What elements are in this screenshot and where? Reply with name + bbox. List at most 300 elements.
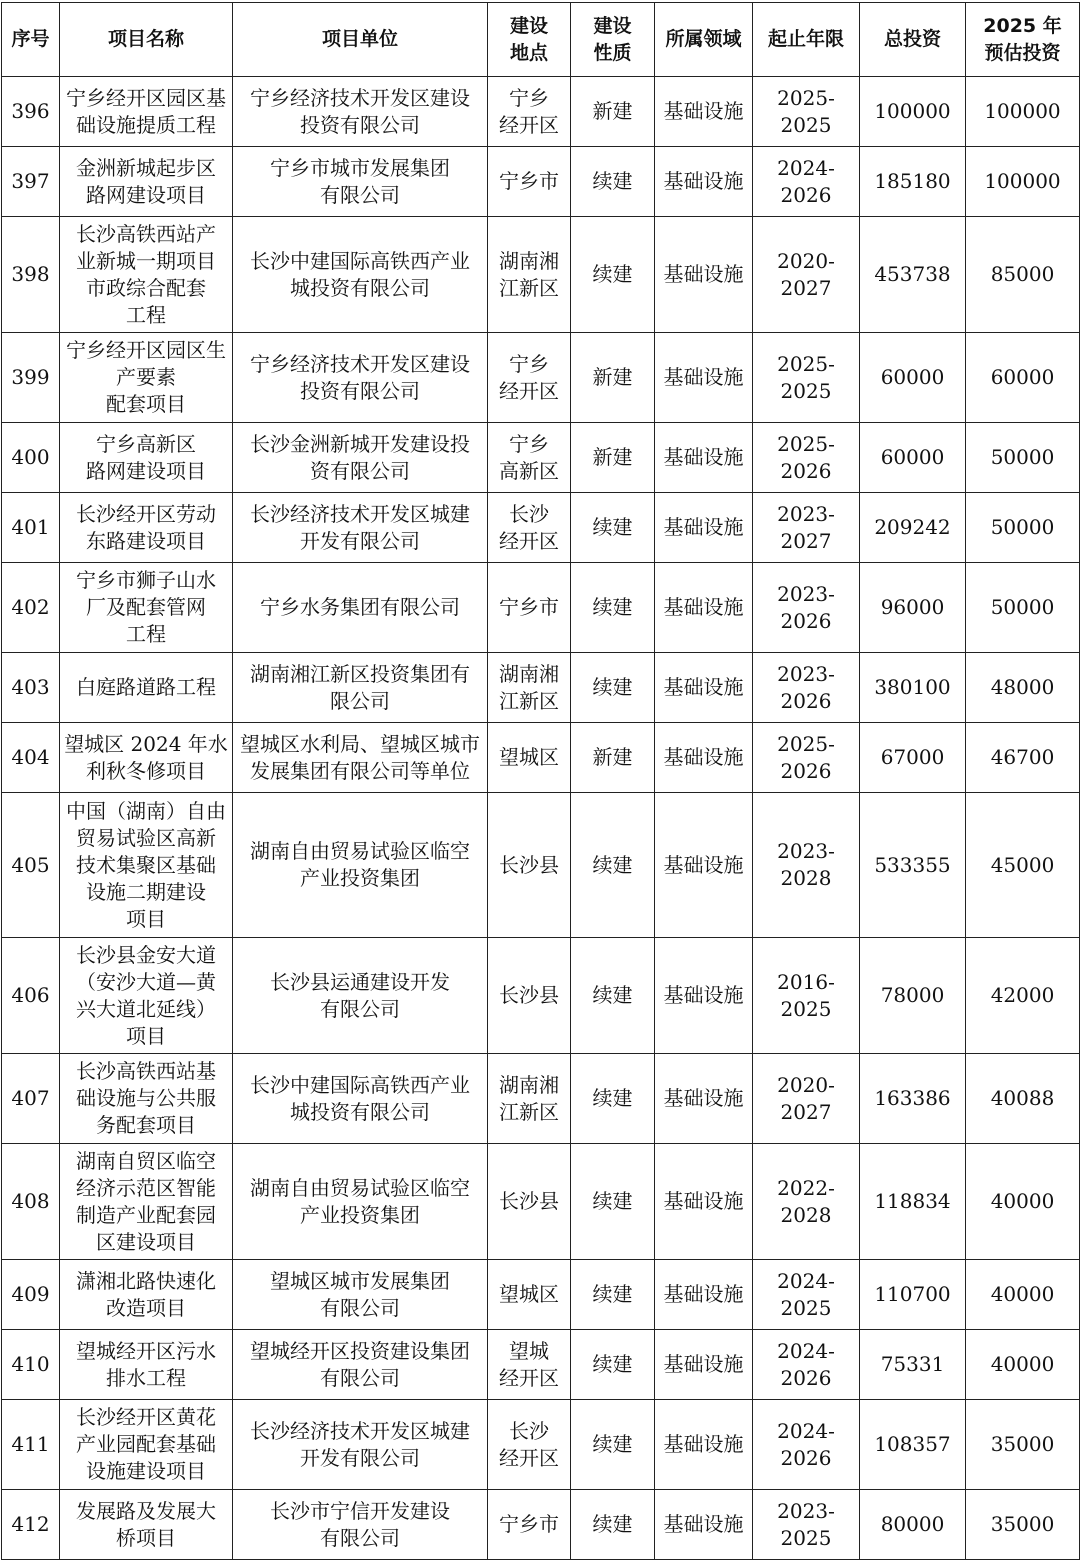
cell-total-investment-text: 108357 bbox=[874, 1432, 951, 1456]
cell-field-text: 基础设施 bbox=[663, 1086, 744, 1110]
cell-project-unit-text: 望城经开区投资建设集团 有限公司 bbox=[250, 1338, 470, 1390]
cell-2025-estimate bbox=[966, 1400, 1080, 1490]
cell-location bbox=[488, 1490, 571, 1560]
cell-seq-text: 396 bbox=[11, 99, 50, 123]
cell-nature-text: 续建 bbox=[592, 1189, 633, 1213]
cell-nature-text: 续建 bbox=[592, 262, 633, 286]
cell-2025-estimate bbox=[966, 1054, 1080, 1144]
cell-nature bbox=[571, 563, 655, 653]
table-row bbox=[2, 1400, 1080, 1490]
cell-project-name-text: 长沙经开区劳动 东路建设项目 bbox=[76, 501, 216, 553]
cell-period bbox=[753, 77, 860, 147]
cell-2025-estimate bbox=[966, 493, 1080, 563]
cell-field-text: 基础设施 bbox=[663, 1512, 744, 1536]
cell-field bbox=[655, 653, 753, 723]
cell-period-text: 2020-2027 bbox=[777, 1072, 835, 1124]
cell-2025-estimate-text: 35000 bbox=[990, 1432, 1055, 1456]
cell-location bbox=[488, 333, 571, 423]
cell-seq-text: 407 bbox=[11, 1086, 50, 1110]
cell-project-unit bbox=[233, 423, 488, 493]
cell-field bbox=[655, 1400, 753, 1490]
cell-period-text: 2025-2025 bbox=[777, 351, 835, 403]
cell-location bbox=[488, 1144, 571, 1260]
cell-seq bbox=[2, 423, 60, 493]
cell-project-name-text: 白庭路道路工程 bbox=[76, 675, 216, 699]
table-row bbox=[2, 723, 1080, 793]
cell-period-text: 2023-2026 bbox=[777, 581, 835, 633]
cell-seq bbox=[2, 1400, 60, 1490]
cell-project-unit-text: 望城区城市发展集团 有限公司 bbox=[270, 1268, 450, 1320]
cell-total-investment-text: 209242 bbox=[874, 515, 951, 539]
cell-2025-estimate bbox=[966, 723, 1080, 793]
cell-project-name bbox=[60, 1144, 233, 1260]
cell-location bbox=[488, 938, 571, 1054]
cell-seq-text: 397 bbox=[11, 169, 50, 193]
cell-project-unit bbox=[233, 563, 488, 653]
cell-period-text: 2023-2027 bbox=[777, 501, 835, 553]
cell-period bbox=[753, 563, 860, 653]
cell-nature-text: 续建 bbox=[592, 1432, 633, 1456]
cell-project-unit-text: 长沙经济技术开发区城建 开发有限公司 bbox=[250, 501, 470, 553]
cell-seq bbox=[2, 723, 60, 793]
cell-nature-text: 续建 bbox=[592, 595, 633, 619]
cell-location-text: 宁乡市 bbox=[499, 1512, 559, 1536]
cell-location bbox=[488, 793, 571, 938]
cell-2025-estimate bbox=[966, 147, 1080, 217]
header-field bbox=[655, 3, 753, 77]
cell-location bbox=[488, 563, 571, 653]
cell-project-unit bbox=[233, 793, 488, 938]
cell-location-text: 湖南湘 江新区 bbox=[499, 1072, 559, 1124]
cell-2025-estimate-text: 40000 bbox=[990, 1352, 1055, 1376]
cell-period bbox=[753, 1144, 860, 1260]
table-row bbox=[2, 1054, 1080, 1144]
cell-nature bbox=[571, 938, 655, 1054]
cell-total-investment-text: 80000 bbox=[880, 1512, 945, 1536]
cell-nature-text: 续建 bbox=[592, 169, 633, 193]
cell-project-unit bbox=[233, 333, 488, 423]
cell-2025-estimate bbox=[966, 793, 1080, 938]
cell-total-investment bbox=[860, 333, 966, 423]
cell-field bbox=[655, 938, 753, 1054]
header-seq-label: 序号 bbox=[11, 28, 50, 50]
cell-project-unit bbox=[233, 217, 488, 333]
cell-total-investment-text: 380100 bbox=[874, 675, 951, 699]
cell-project-unit bbox=[233, 1054, 488, 1144]
cell-period bbox=[753, 723, 860, 793]
table-row bbox=[2, 1490, 1080, 1560]
cell-total-investment bbox=[860, 77, 966, 147]
header-location-label: 建设 地点 bbox=[509, 14, 548, 64]
cell-seq bbox=[2, 653, 60, 723]
cell-project-unit-text: 宁乡市城市发展集团 有限公司 bbox=[270, 155, 450, 207]
cell-project-unit-text: 湖南自由贸易试验区临空 产业投资集团 bbox=[250, 839, 470, 890]
cell-project-unit-text: 湖南湘江新区投资集团有 限公司 bbox=[250, 661, 470, 713]
cell-field-text: 基础设施 bbox=[663, 595, 744, 619]
cell-field bbox=[655, 563, 753, 653]
table-row bbox=[2, 1330, 1080, 1400]
cell-project-name bbox=[60, 723, 233, 793]
cell-project-unit-text: 宁乡经济技术开发区建设 投资有限公司 bbox=[250, 85, 470, 137]
cell-total-investment-text: 453738 bbox=[874, 262, 951, 286]
cell-period bbox=[753, 653, 860, 723]
cell-nature bbox=[571, 1400, 655, 1490]
cell-nature-text: 续建 bbox=[592, 515, 633, 539]
cell-project-name-text: 中国（湖南）自由 贸易试验区高新 技术集聚区基础 设施二期建设 项目 bbox=[66, 798, 226, 931]
cell-seq bbox=[2, 1260, 60, 1330]
cell-total-investment bbox=[860, 653, 966, 723]
cell-field-text: 基础设施 bbox=[663, 1189, 744, 1213]
cell-nature-text: 续建 bbox=[592, 852, 633, 877]
cell-location bbox=[488, 1400, 571, 1490]
cell-field bbox=[655, 1330, 753, 1400]
table-row bbox=[2, 493, 1080, 563]
cell-total-investment-text: 75331 bbox=[880, 1352, 945, 1376]
cell-project-name bbox=[60, 1490, 233, 1560]
cell-location bbox=[488, 423, 571, 493]
cell-nature-text: 续建 bbox=[592, 675, 633, 699]
cell-project-name bbox=[60, 333, 233, 423]
cell-2025-estimate bbox=[966, 1490, 1080, 1560]
cell-seq-text: 405 bbox=[11, 852, 50, 877]
cell-total-investment bbox=[860, 1400, 966, 1490]
cell-2025-estimate-text: 45000 bbox=[990, 852, 1055, 877]
table-row bbox=[2, 653, 1080, 723]
cell-period-text: 2025-2026 bbox=[777, 731, 835, 783]
cell-project-unit-text: 宁乡经济技术开发区建设 投资有限公司 bbox=[250, 351, 470, 403]
cell-seq bbox=[2, 793, 60, 938]
cell-field-text: 基础设施 bbox=[663, 1282, 744, 1306]
cell-nature-text: 新建 bbox=[592, 99, 633, 123]
cell-nature bbox=[571, 217, 655, 333]
cell-field bbox=[655, 147, 753, 217]
header-project-unit-label: 项目单位 bbox=[321, 28, 398, 50]
cell-seq-text: 411 bbox=[11, 1432, 50, 1456]
cell-field-text: 基础设施 bbox=[663, 1352, 744, 1376]
cell-period-text: 2024-2026 bbox=[777, 155, 835, 207]
cell-project-name bbox=[60, 938, 233, 1054]
cell-location-text: 长沙 经开区 bbox=[499, 501, 559, 553]
cell-total-investment-text: 78000 bbox=[880, 983, 945, 1007]
cell-project-name-text: 宁乡高新区 路网建设项目 bbox=[86, 431, 206, 483]
header-nature bbox=[571, 3, 655, 77]
cell-2025-estimate bbox=[966, 653, 1080, 723]
cell-project-name bbox=[60, 563, 233, 653]
cell-project-name-text: 长沙经开区黄花 产业园配套基础 设施建设项目 bbox=[76, 1405, 216, 1483]
cell-total-investment-text: 60000 bbox=[880, 445, 945, 469]
cell-location-text: 望城 经开区 bbox=[499, 1338, 559, 1390]
cell-project-name-text: 长沙高铁西站基 础设施与公共服 务配套项目 bbox=[76, 1059, 216, 1137]
cell-nature bbox=[571, 793, 655, 938]
cell-project-name-text: 宁乡经开区园区基 础设施提质工程 bbox=[66, 85, 226, 137]
cell-location-text: 宁乡 经开区 bbox=[499, 351, 559, 403]
cell-project-name bbox=[60, 1260, 233, 1330]
cell-seq bbox=[2, 77, 60, 147]
cell-total-investment-text: 96000 bbox=[880, 595, 945, 619]
cell-period-text: 2023-2028 bbox=[777, 839, 835, 890]
cell-nature-text: 续建 bbox=[592, 1282, 633, 1306]
cell-project-unit bbox=[233, 938, 488, 1054]
cell-location-text: 长沙 经开区 bbox=[499, 1418, 559, 1470]
cell-2025-estimate bbox=[966, 563, 1080, 653]
cell-total-investment bbox=[860, 1490, 966, 1560]
cell-location-text: 长沙县 bbox=[499, 852, 559, 877]
cell-period bbox=[753, 1054, 860, 1144]
cell-seq bbox=[2, 563, 60, 653]
cell-seq-text: 402 bbox=[11, 595, 50, 619]
cell-total-investment bbox=[860, 563, 966, 653]
cell-project-name bbox=[60, 1330, 233, 1400]
header-project-unit bbox=[233, 3, 488, 77]
cell-2025-estimate-text: 40088 bbox=[990, 1086, 1055, 1110]
cell-location-text: 宁乡市 bbox=[499, 595, 559, 619]
table-row bbox=[2, 333, 1080, 423]
cell-project-name bbox=[60, 1054, 233, 1144]
cell-project-unit bbox=[233, 1144, 488, 1260]
cell-total-investment bbox=[860, 1260, 966, 1330]
cell-project-unit-text: 长沙中建国际高铁西产业 城投资有限公司 bbox=[250, 248, 470, 300]
cell-nature bbox=[571, 423, 655, 493]
cell-location bbox=[488, 653, 571, 723]
cell-period bbox=[753, 217, 860, 333]
cell-seq bbox=[2, 1054, 60, 1144]
cell-nature bbox=[571, 77, 655, 147]
cell-period bbox=[753, 1260, 860, 1330]
cell-field bbox=[655, 423, 753, 493]
cell-total-investment bbox=[860, 938, 966, 1054]
cell-2025-estimate-text: 42000 bbox=[990, 983, 1055, 1007]
cell-2025-estimate-text: 100000 bbox=[984, 99, 1061, 123]
cell-nature bbox=[571, 333, 655, 423]
cell-project-name-text: 长沙高铁西站产 业新城一期项目 市政综合配套 工程 bbox=[76, 221, 216, 327]
cell-project-unit-text: 湖南自由贸易试验区临空 产业投资集团 bbox=[250, 1175, 470, 1227]
cell-total-investment-text: 100000 bbox=[874, 99, 951, 123]
cell-period bbox=[753, 1400, 860, 1490]
cell-field bbox=[655, 1260, 753, 1330]
cell-total-investment bbox=[860, 493, 966, 563]
cell-nature bbox=[571, 723, 655, 793]
cell-project-unit bbox=[233, 77, 488, 147]
cell-2025-estimate-text: 40000 bbox=[990, 1282, 1055, 1306]
header-2025-estimate-label: 2025 年 预估投资 bbox=[983, 14, 1062, 64]
cell-location bbox=[488, 1054, 571, 1144]
table-row bbox=[2, 1144, 1080, 1260]
cell-nature-text: 续建 bbox=[592, 1352, 633, 1376]
cell-seq bbox=[2, 1330, 60, 1400]
cell-total-investment bbox=[860, 1330, 966, 1400]
cell-seq bbox=[2, 493, 60, 563]
cell-seq bbox=[2, 217, 60, 333]
cell-project-unit bbox=[233, 1400, 488, 1490]
cell-seq-text: 409 bbox=[11, 1282, 50, 1306]
cell-total-investment bbox=[860, 723, 966, 793]
cell-nature-text: 新建 bbox=[592, 745, 633, 769]
cell-project-unit-text: 望城区水利局、望城区城市 发展集团有限公司等单位 bbox=[240, 731, 480, 783]
cell-seq-text: 404 bbox=[11, 745, 50, 769]
cell-project-name-text: 望城区 2024 年水 利秋冬修项目 bbox=[64, 731, 228, 783]
table-row bbox=[2, 77, 1080, 147]
header-field-label: 所属领域 bbox=[665, 28, 742, 50]
cell-nature bbox=[571, 1490, 655, 1560]
cell-location-text: 宁乡 经开区 bbox=[499, 85, 559, 137]
cell-total-investment-text: 60000 bbox=[880, 365, 945, 389]
cell-location-text: 长沙县 bbox=[499, 983, 559, 1007]
cell-field bbox=[655, 1490, 753, 1560]
cell-project-name bbox=[60, 147, 233, 217]
cell-project-unit bbox=[233, 1330, 488, 1400]
cell-location-text: 宁乡市 bbox=[499, 169, 559, 193]
cell-field-text: 基础设施 bbox=[663, 262, 744, 286]
cell-total-investment-text: 110700 bbox=[874, 1282, 951, 1306]
cell-period-text: 2022-2028 bbox=[777, 1175, 835, 1227]
cell-field-text: 基础设施 bbox=[663, 169, 744, 193]
cell-field-text: 基础设施 bbox=[663, 852, 744, 877]
cell-location-text: 湖南湘 江新区 bbox=[499, 248, 559, 300]
cell-field-text: 基础设施 bbox=[663, 99, 744, 123]
cell-field bbox=[655, 1144, 753, 1260]
cell-location-text: 长沙县 bbox=[499, 1189, 559, 1213]
cell-nature bbox=[571, 147, 655, 217]
cell-seq-text: 412 bbox=[11, 1512, 50, 1536]
header-period-label: 起止年限 bbox=[767, 28, 844, 50]
cell-location bbox=[488, 217, 571, 333]
table-header-row bbox=[2, 3, 1080, 77]
cell-project-name-text: 湖南自贸区临空 经济示范区智能 制造产业配套园 区建设项目 bbox=[76, 1148, 216, 1254]
table-row bbox=[2, 793, 1080, 938]
cell-project-unit bbox=[233, 493, 488, 563]
cell-nature-text: 新建 bbox=[592, 365, 633, 389]
cell-field bbox=[655, 793, 753, 938]
header-project-name bbox=[60, 3, 233, 77]
cell-project-name-text: 宁乡经开区园区生 产要素 配套项目 bbox=[66, 338, 226, 416]
cell-nature bbox=[571, 1054, 655, 1144]
cell-seq bbox=[2, 1144, 60, 1260]
cell-project-unit bbox=[233, 653, 488, 723]
table-row bbox=[2, 1260, 1080, 1330]
cell-2025-estimate bbox=[966, 333, 1080, 423]
cell-total-investment-text: 163386 bbox=[874, 1086, 951, 1110]
cell-2025-estimate-text: 100000 bbox=[984, 169, 1061, 193]
table-row bbox=[2, 563, 1080, 653]
cell-total-investment bbox=[860, 1144, 966, 1260]
cell-seq-text: 400 bbox=[11, 445, 50, 469]
cell-period-text: 2024-2025 bbox=[777, 1268, 835, 1320]
cell-2025-estimate bbox=[966, 1330, 1080, 1400]
cell-location bbox=[488, 1330, 571, 1400]
cell-nature bbox=[571, 1330, 655, 1400]
cell-project-unit bbox=[233, 1260, 488, 1330]
cell-nature bbox=[571, 1260, 655, 1330]
cell-field-text: 基础设施 bbox=[663, 675, 744, 699]
cell-project-name bbox=[60, 793, 233, 938]
cell-total-investment bbox=[860, 1054, 966, 1144]
cell-location-text: 望城区 bbox=[499, 1282, 559, 1306]
cell-seq-text: 406 bbox=[11, 983, 50, 1007]
cell-project-name bbox=[60, 77, 233, 147]
cell-period bbox=[753, 1330, 860, 1400]
cell-period bbox=[753, 147, 860, 217]
cell-period-text: 2024-2026 bbox=[777, 1338, 835, 1390]
cell-location bbox=[488, 77, 571, 147]
header-total-investment bbox=[860, 3, 966, 77]
cell-nature bbox=[571, 1144, 655, 1260]
header-period bbox=[753, 3, 860, 77]
cell-2025-estimate-text: 50000 bbox=[990, 595, 1055, 619]
cell-nature bbox=[571, 493, 655, 563]
cell-location bbox=[488, 723, 571, 793]
cell-total-investment-text: 185180 bbox=[874, 169, 951, 193]
cell-2025-estimate-text: 40000 bbox=[990, 1189, 1055, 1213]
cell-nature bbox=[571, 653, 655, 723]
cell-nature-text: 续建 bbox=[592, 1512, 633, 1536]
cell-seq-text: 401 bbox=[11, 515, 50, 539]
cell-project-name-text: 宁乡市狮子山水 厂及配套管网 工程 bbox=[76, 568, 216, 646]
cell-location bbox=[488, 1260, 571, 1330]
cell-project-name bbox=[60, 1400, 233, 1490]
cell-seq-text: 408 bbox=[11, 1189, 50, 1213]
cell-2025-estimate bbox=[966, 217, 1080, 333]
table-row bbox=[2, 147, 1080, 217]
cell-period bbox=[753, 333, 860, 423]
cell-location bbox=[488, 147, 571, 217]
cell-total-investment-text: 533355 bbox=[874, 852, 951, 877]
cell-project-name-text: 望城经开区污水 排水工程 bbox=[76, 1338, 216, 1390]
cell-2025-estimate bbox=[966, 423, 1080, 493]
cell-period-text: 2023-2026 bbox=[777, 661, 835, 713]
cell-period bbox=[753, 793, 860, 938]
cell-project-name bbox=[60, 423, 233, 493]
cell-seq-text: 403 bbox=[11, 675, 50, 699]
cell-project-name bbox=[60, 217, 233, 333]
cell-project-unit bbox=[233, 1490, 488, 1560]
cell-nature-text: 续建 bbox=[592, 1086, 633, 1110]
project-table bbox=[1, 2, 1080, 1560]
cell-period bbox=[753, 493, 860, 563]
cell-total-investment bbox=[860, 147, 966, 217]
cell-period-text: 2020-2027 bbox=[777, 248, 835, 300]
table-row bbox=[2, 938, 1080, 1054]
cell-seq-text: 398 bbox=[11, 262, 50, 286]
cell-field bbox=[655, 493, 753, 563]
cell-period bbox=[753, 938, 860, 1054]
cell-total-investment bbox=[860, 423, 966, 493]
header-2025-estimate bbox=[966, 3, 1080, 77]
cell-field-text: 基础设施 bbox=[663, 365, 744, 389]
cell-period-text: 2016-2025 bbox=[777, 969, 835, 1021]
cell-project-unit-text: 长沙中建国际高铁西产业 城投资有限公司 bbox=[250, 1072, 470, 1124]
cell-location-text: 湖南湘 江新区 bbox=[499, 661, 559, 713]
header-seq bbox=[2, 3, 60, 77]
cell-field bbox=[655, 217, 753, 333]
cell-period-text: 2024-2026 bbox=[777, 1418, 835, 1470]
cell-project-name-text: 金洲新城起步区 路网建设项目 bbox=[76, 155, 216, 207]
cell-project-unit-text: 长沙金洲新城开发建设投 资有限公司 bbox=[250, 431, 470, 483]
cell-seq-text: 399 bbox=[11, 365, 50, 389]
cell-2025-estimate bbox=[966, 1260, 1080, 1330]
cell-total-investment bbox=[860, 217, 966, 333]
cell-field-text: 基础设施 bbox=[663, 445, 744, 469]
cell-seq-text: 410 bbox=[11, 1352, 50, 1376]
cell-period bbox=[753, 423, 860, 493]
cell-2025-estimate-text: 48000 bbox=[990, 675, 1055, 699]
cell-2025-estimate-text: 50000 bbox=[990, 515, 1055, 539]
cell-total-investment-text: 118834 bbox=[874, 1189, 951, 1213]
header-location bbox=[488, 3, 571, 77]
cell-project-name-text: 长沙县金安大道 （安沙大道—黄 兴大道北延线） 项目 bbox=[76, 942, 216, 1048]
cell-2025-estimate-text: 85000 bbox=[990, 262, 1055, 286]
cell-location bbox=[488, 493, 571, 563]
cell-seq bbox=[2, 1490, 60, 1560]
